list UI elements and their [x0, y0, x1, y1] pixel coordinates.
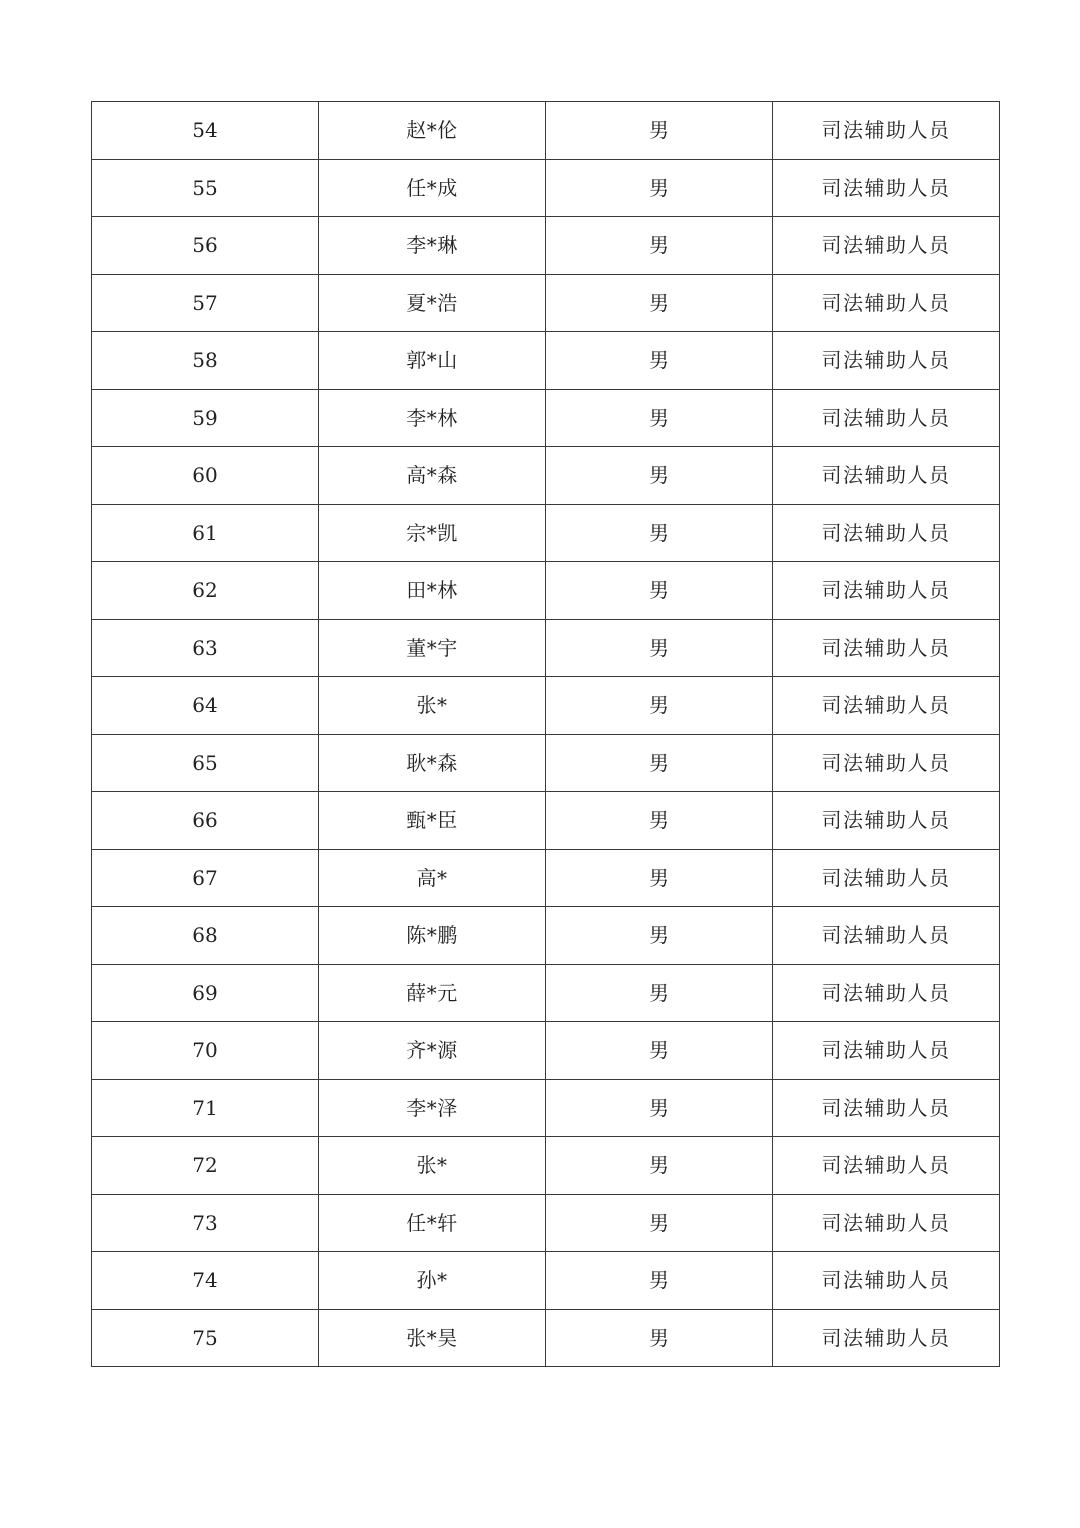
row-number: 65 — [92, 734, 319, 792]
person-gender: 男 — [546, 1194, 773, 1252]
row-number: 60 — [92, 447, 319, 505]
person-name: 董*宇 — [319, 619, 546, 677]
row-number: 75 — [92, 1309, 319, 1367]
personnel-table — [91, 101, 1000, 1367]
person-gender: 男 — [546, 907, 773, 965]
row-number: 62 — [92, 562, 319, 620]
table-row — [92, 1194, 1000, 1252]
person-name: 夏*浩 — [319, 274, 546, 332]
row-number: 72 — [92, 1137, 319, 1195]
table-row — [92, 1022, 1000, 1080]
person-gender: 男 — [546, 159, 773, 217]
person-gender: 男 — [546, 332, 773, 390]
person-gender: 男 — [546, 1137, 773, 1195]
person-name: 甄*臣 — [319, 792, 546, 850]
person-name: 陈*鹏 — [319, 907, 546, 965]
personnel-table-body — [92, 102, 1000, 1367]
person-name: 耿*森 — [319, 734, 546, 792]
person-role: 司法辅助人员 — [773, 1137, 1000, 1195]
person-gender: 男 — [546, 792, 773, 850]
table-row — [92, 562, 1000, 620]
person-gender: 男 — [546, 102, 773, 160]
person-role: 司法辅助人员 — [773, 849, 1000, 907]
person-role: 司法辅助人员 — [773, 964, 1000, 1022]
person-gender: 男 — [546, 619, 773, 677]
row-number: 68 — [92, 907, 319, 965]
person-name: 任*轩 — [319, 1194, 546, 1252]
person-name: 薛*元 — [319, 964, 546, 1022]
person-gender: 男 — [546, 1252, 773, 1310]
person-role: 司法辅助人员 — [773, 907, 1000, 965]
table-row — [92, 217, 1000, 275]
person-gender: 男 — [546, 389, 773, 447]
row-number: 54 — [92, 102, 319, 160]
person-role: 司法辅助人员 — [773, 217, 1000, 275]
row-number: 69 — [92, 964, 319, 1022]
row-number: 63 — [92, 619, 319, 677]
person-role: 司法辅助人员 — [773, 102, 1000, 160]
person-gender: 男 — [546, 504, 773, 562]
person-gender: 男 — [546, 1079, 773, 1137]
person-name: 孙* — [319, 1252, 546, 1310]
person-role: 司法辅助人员 — [773, 1252, 1000, 1310]
person-name: 高* — [319, 849, 546, 907]
person-role: 司法辅助人员 — [773, 1194, 1000, 1252]
person-name: 李*琳 — [319, 217, 546, 275]
table-row — [92, 677, 1000, 735]
person-name: 齐*源 — [319, 1022, 546, 1080]
table-row — [92, 1137, 1000, 1195]
row-number: 64 — [92, 677, 319, 735]
person-role: 司法辅助人员 — [773, 504, 1000, 562]
person-name: 李*泽 — [319, 1079, 546, 1137]
row-number: 73 — [92, 1194, 319, 1252]
person-name: 任*成 — [319, 159, 546, 217]
person-role: 司法辅助人员 — [773, 619, 1000, 677]
person-gender: 男 — [546, 562, 773, 620]
person-role: 司法辅助人员 — [773, 677, 1000, 735]
row-number: 67 — [92, 849, 319, 907]
table-row — [92, 447, 1000, 505]
table-row — [92, 1309, 1000, 1367]
row-number: 59 — [92, 389, 319, 447]
row-number: 55 — [92, 159, 319, 217]
person-name: 张* — [319, 1137, 546, 1195]
person-role: 司法辅助人员 — [773, 332, 1000, 390]
person-role: 司法辅助人员 — [773, 734, 1000, 792]
person-name: 张* — [319, 677, 546, 735]
person-name: 田*林 — [319, 562, 546, 620]
row-number: 61 — [92, 504, 319, 562]
person-role: 司法辅助人员 — [773, 447, 1000, 505]
person-gender: 男 — [546, 1022, 773, 1080]
table-row — [92, 159, 1000, 217]
table-row — [92, 907, 1000, 965]
table-row — [92, 964, 1000, 1022]
person-name: 高*森 — [319, 447, 546, 505]
row-number: 70 — [92, 1022, 319, 1080]
row-number: 57 — [92, 274, 319, 332]
person-gender: 男 — [546, 964, 773, 1022]
table-row — [92, 619, 1000, 677]
table-row — [92, 1252, 1000, 1310]
person-name: 李*林 — [319, 389, 546, 447]
person-gender: 男 — [546, 447, 773, 505]
person-name: 宗*凯 — [319, 504, 546, 562]
person-gender: 男 — [546, 274, 773, 332]
table-row — [92, 792, 1000, 850]
person-name: 赵*伦 — [319, 102, 546, 160]
person-role: 司法辅助人员 — [773, 792, 1000, 850]
person-role: 司法辅助人员 — [773, 389, 1000, 447]
row-number: 66 — [92, 792, 319, 850]
person-gender: 男 — [546, 849, 773, 907]
person-name: 郭*山 — [319, 332, 546, 390]
person-gender: 男 — [546, 217, 773, 275]
person-role: 司法辅助人员 — [773, 1309, 1000, 1367]
row-number: 71 — [92, 1079, 319, 1137]
person-role: 司法辅助人员 — [773, 1022, 1000, 1080]
row-number: 58 — [92, 332, 319, 390]
table-row — [92, 1079, 1000, 1137]
table-row — [92, 734, 1000, 792]
person-role: 司法辅助人员 — [773, 274, 1000, 332]
person-name: 张*昊 — [319, 1309, 546, 1367]
table-row — [92, 332, 1000, 390]
table-row — [92, 389, 1000, 447]
person-role: 司法辅助人员 — [773, 1079, 1000, 1137]
row-number: 74 — [92, 1252, 319, 1310]
table-row — [92, 504, 1000, 562]
person-role: 司法辅助人员 — [773, 562, 1000, 620]
person-gender: 男 — [546, 677, 773, 735]
person-role: 司法辅助人员 — [773, 159, 1000, 217]
row-number: 56 — [92, 217, 319, 275]
table-row — [92, 849, 1000, 907]
person-gender: 男 — [546, 734, 773, 792]
person-gender: 男 — [546, 1309, 773, 1367]
table-row — [92, 102, 1000, 160]
table-row — [92, 274, 1000, 332]
